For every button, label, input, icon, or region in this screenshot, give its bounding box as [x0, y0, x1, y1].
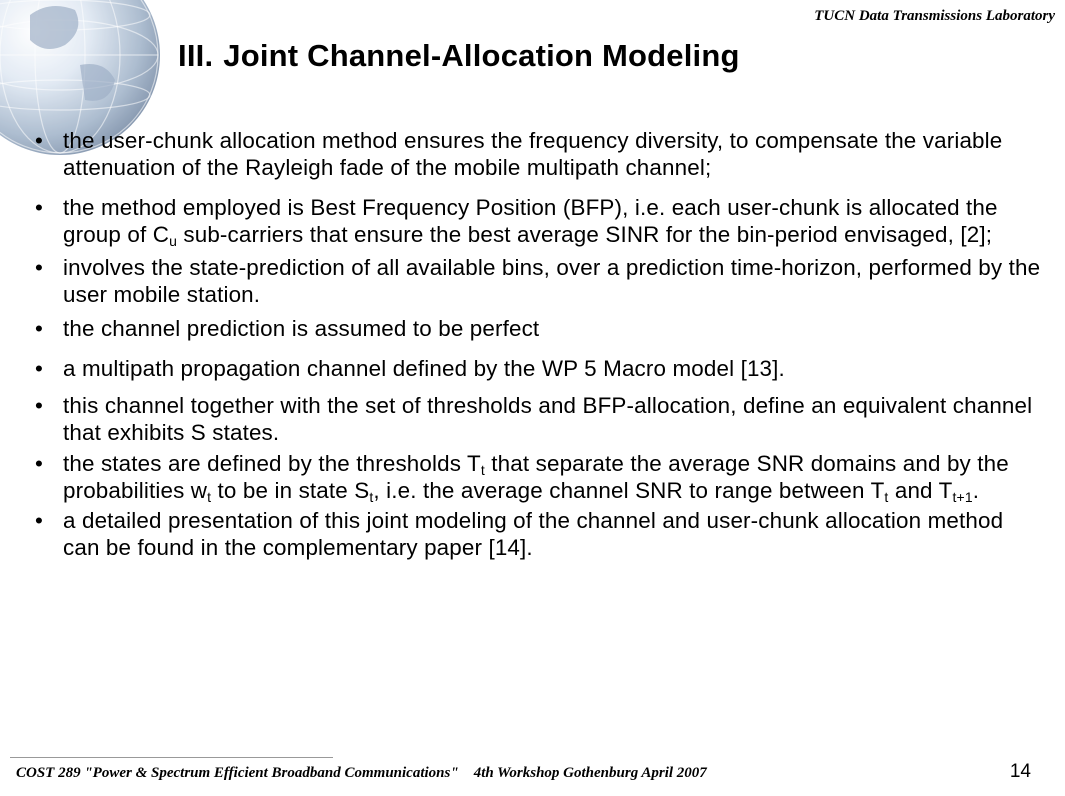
bullet-text: and T [888, 478, 953, 503]
subscript: t+1 [952, 489, 973, 505]
subscript: t [369, 489, 374, 505]
section-number: III. [178, 38, 214, 73]
bullet-text: the user-chunk allocation method ensures the frequency diversity, to compensate the variable attenuation of the Rayleigh fade of the mobile multipath channel; [63, 128, 1003, 180]
bullet-text: a detailed presentation of this joint modeling of the channel and user-chunk allocation method can be found in the complementary paper [14]. [63, 508, 1004, 560]
footer [16, 765, 707, 782]
bullet-icon: • [35, 356, 43, 381]
footer-divider [10, 757, 333, 758]
bullet-text: . [972, 478, 980, 503]
bullet-icon: • [35, 393, 43, 418]
bullet-icon: • [35, 255, 43, 280]
bullet-text: , i.e. the average channel SNR to range between T [373, 478, 885, 503]
bullet-text: the method employed is Best Frequency Position (BFP), i.e. each user-chunk is allocated the group of C [63, 195, 998, 247]
bullet-text: that separate the average SNR domains and by the probabilities w [63, 451, 1009, 503]
footer-conference: COST 289 "Power & Spectrum Efficient Broadband Communications" [16, 765, 459, 781]
slide-title [178, 38, 740, 74]
title-text: Joint Channel-Allocation Modeling [223, 38, 740, 73]
bullet-list [35, 127, 1045, 561]
page-number: 14 [1009, 761, 1031, 782]
bullet-icon: • [35, 195, 43, 220]
bullet-item [35, 392, 1045, 446]
bullet-item [35, 507, 1045, 561]
subscript: t [480, 462, 485, 478]
bullet-text: involves the state-prediction of all available bins, over a prediction time-horizon, performed by the user mobile station. [63, 255, 1041, 307]
bullet-text: the states are defined by the thresholds T [63, 451, 481, 476]
bullet-item [35, 450, 1045, 504]
bullet-text: sub-carriers that ensure the best average SINR for the bin-period envisaged, [2]; [177, 222, 993, 247]
bullet-text: this channel together with the set of thresholds and BFP-allocation, define an equivalent channel that exhibits S states. [63, 393, 1033, 445]
subscript: t [884, 489, 889, 505]
bullet-text: the channel prediction is assumed to be perfect [63, 316, 540, 341]
bullet-item [35, 254, 1045, 308]
bullet-icon: • [35, 128, 43, 153]
subscript: t [207, 489, 212, 505]
bullet-text: a multipath propagation channel defined by the WP 5 Macro model [13]. [63, 356, 785, 381]
bullet-item [35, 127, 1045, 181]
subscript: u [169, 233, 177, 249]
bullet-icon: • [35, 508, 43, 533]
bullet-item [35, 194, 1045, 248]
bullet-text: to be in state S [211, 478, 370, 503]
bullet-icon: • [35, 451, 43, 476]
bullet-icon: • [35, 316, 43, 341]
footer-workshop: 4th Workshop Gothenburg April 2007 [473, 765, 707, 781]
bullet-item [35, 315, 1045, 342]
lab-name: TUCN Data Transmissions Laboratory [814, 8, 1055, 24]
bullet-item [35, 355, 1045, 382]
